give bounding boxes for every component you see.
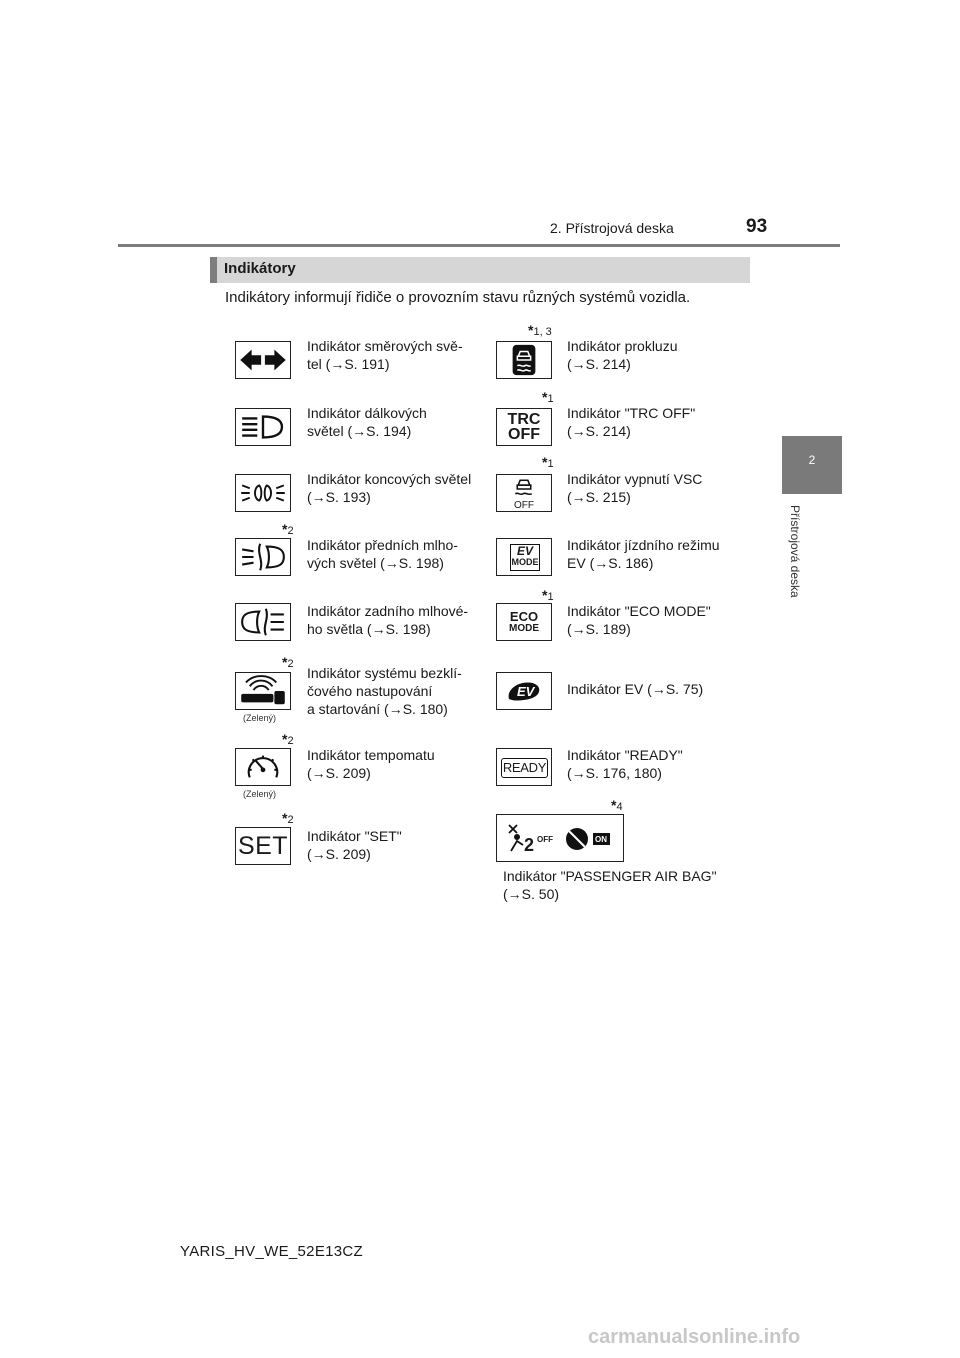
- chapter-tab: 2: [782, 436, 842, 494]
- caption-cruise: (Zelený): [243, 789, 277, 799]
- note-trc: *1: [542, 389, 554, 405]
- ev-mode-text-mode: MODE: [511, 557, 539, 567]
- desc-smart-entry: Indikátor systému bezklí- čového nastupování a startování (→S. 180): [307, 665, 462, 717]
- section-title: Indikátory: [224, 260, 296, 277]
- desc-tail-light: Indikátor koncových světel (→S. 193): [307, 471, 472, 505]
- document-code: YARIS_HV_WE_52E13CZ: [180, 1243, 363, 1260]
- desc-vsc: Indikátor vypnutí VSC (→S. 215): [567, 471, 703, 505]
- caption-smart-entry: (Zelený): [243, 713, 277, 723]
- ev-text: EV: [517, 684, 535, 699]
- desc-high-beam: Indikátor dálkových světel (→S. 194): [307, 405, 427, 439]
- ev-icon: [496, 672, 552, 710]
- airbag-off-text: OFF: [537, 835, 553, 844]
- note-front-fog: *2: [282, 521, 294, 537]
- note-slip: *1, 3: [528, 322, 552, 338]
- page-number: 93: [746, 216, 768, 237]
- trc-text: TRC: [507, 411, 541, 428]
- section-intro: Indikátory informují řidiče o provozním stavu různých systémů vozidla.: [225, 289, 691, 306]
- ready-icon: [496, 748, 552, 786]
- desc-slip: Indikátor prokluzu (→S. 214): [567, 338, 678, 372]
- desc-eco: Indikátor "ECO MODE" (→S. 189): [567, 603, 711, 637]
- smart-entry-icon: [235, 672, 291, 710]
- note-eco: *1: [542, 587, 554, 603]
- desc-set: Indikátor "SET" (→S. 209): [307, 828, 402, 862]
- slip-icon: [496, 341, 552, 379]
- desc-airbag: Indikátor "PASSENGER AIR BAG" (→S. 50): [503, 868, 717, 902]
- eco-mode-text: MODE: [509, 623, 539, 634]
- desc-cruise: Indikátor tempomatu (→S. 209): [307, 747, 435, 781]
- vsc-off-icon: [496, 474, 552, 512]
- rear-fog-icon: [235, 603, 291, 641]
- trc-off-icon: [496, 408, 552, 446]
- passenger-airbag-icon: [496, 814, 624, 862]
- airbag-on-text: ON: [595, 835, 607, 844]
- desc-ready: Indikátor "READY" (→S. 176, 180): [567, 747, 683, 781]
- desc-front-fog: Indikátor předních mlho- vých světel (→S. 198): [307, 537, 458, 571]
- high-beam-icon: [235, 408, 291, 446]
- desc-ev: Indikátor EV (→S. 75): [567, 681, 704, 697]
- front-fog-icon: [235, 538, 291, 576]
- note-airbag: *4: [611, 797, 623, 813]
- ev-mode-text-ev: EV: [516, 544, 533, 558]
- header-title: 2. Přístrojová deska: [550, 220, 674, 236]
- desc-turn-signal: Indikátor směrových svě- tel (→S. 191): [307, 338, 463, 372]
- turn-signal-icon: [235, 341, 291, 379]
- ev-mode-icon: [496, 538, 552, 576]
- section-heading: [210, 257, 750, 283]
- chapter-label-text: Přístrojová deska: [788, 505, 802, 598]
- note-set: *2: [282, 810, 294, 826]
- vsc-off-text: OFF: [514, 500, 534, 511]
- desc-trc: Indikátor "TRC OFF" (→S. 214): [567, 405, 696, 439]
- eco-text: ECO: [509, 609, 539, 624]
- note-cruise: *2: [282, 731, 294, 747]
- ready-text: READY: [501, 758, 548, 778]
- desc-ev-mode: Indikátor jízdního režimu EV (→S. 186): [567, 537, 720, 571]
- trc-off-text: OFF: [508, 426, 540, 443]
- header-rule: [118, 244, 840, 247]
- set-icon-text: SET: [237, 832, 289, 860]
- tail-light-icon: [235, 474, 291, 512]
- note-smart-entry: *2: [282, 654, 294, 670]
- watermark: carmanualsonline.info: [588, 1326, 801, 1348]
- note-vsc: *1: [542, 454, 554, 470]
- cruise-control-icon: [235, 748, 291, 786]
- eco-mode-icon: [496, 603, 552, 641]
- chapter-label: [786, 505, 806, 625]
- desc-rear-fog: Indikátor zadního mlhové- ho světla (→S. 198): [307, 603, 469, 637]
- airbag-seat-number: 2: [524, 835, 535, 855]
- set-icon: [235, 827, 291, 865]
